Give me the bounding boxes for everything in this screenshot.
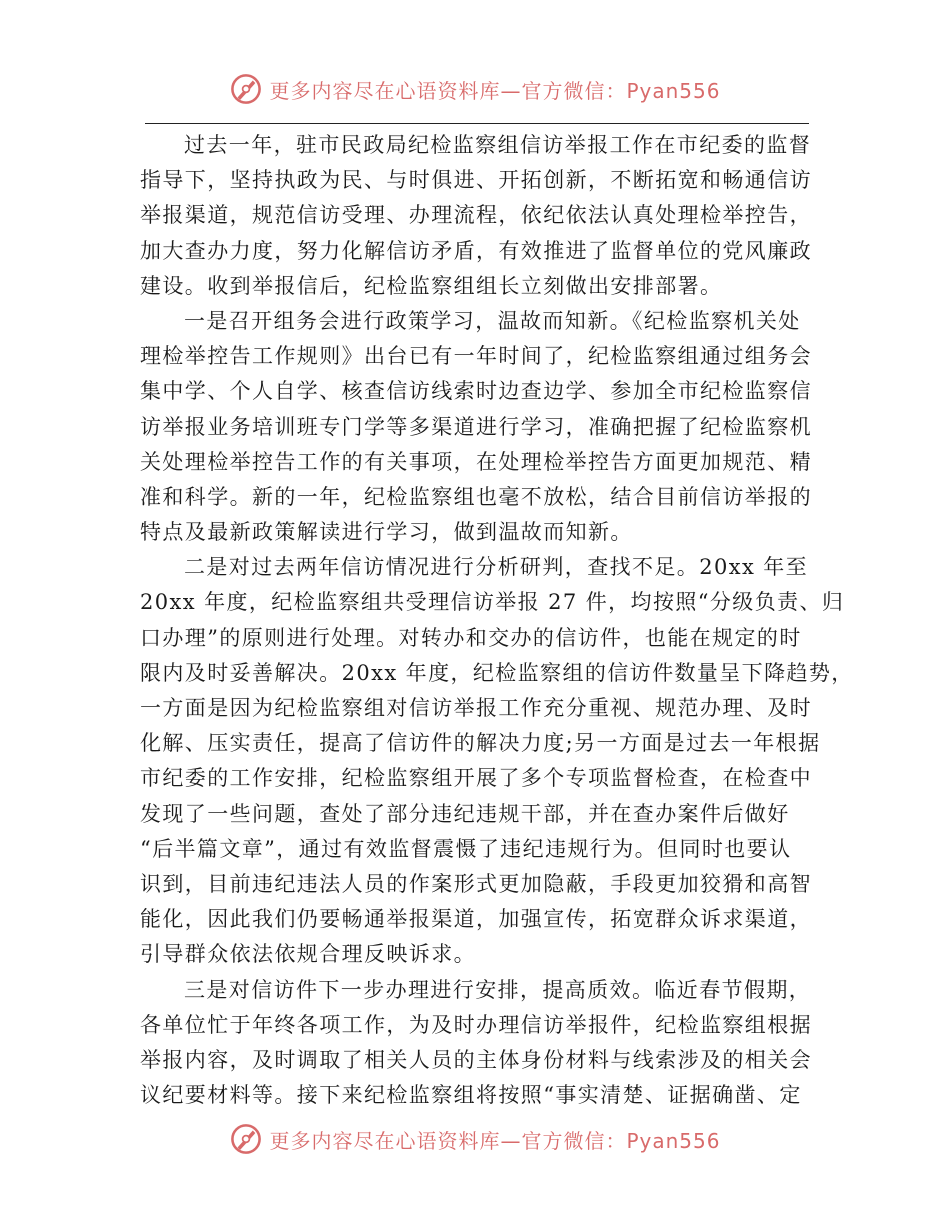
text-line: 发现了一些问题，查处了部分违纪违规干部，并在查办案件后做好 xyxy=(140,801,790,826)
text-line: 三是对信访件下一步办理进行安排，提高质效。临近春节假期， xyxy=(184,977,812,1002)
text-line: 举报内容，及时调取了相关人员的主体身份材料与线索涉及的相关会 xyxy=(140,1047,812,1072)
text-line: 各单位忙于年终各项工作，为及时办理信访举报件，纪检监察组根据 xyxy=(140,1012,812,1037)
header-watermark-text: 更多内容尽在心语资料库—官方微信：Pyan556 xyxy=(269,78,721,103)
text-line: 限内及时妥善解决。20xx 年度，纪检监察组的信访件数量呈下降趋势， xyxy=(140,660,854,685)
text-line: 识到，目前违纪违法人员的作案形式更加隐蔽，手段更加狡猾和高智 xyxy=(140,871,812,896)
pen-circle-logo-icon xyxy=(229,72,263,106)
pen-circle-logo-icon xyxy=(229,1122,263,1156)
paragraph-1 xyxy=(140,128,812,304)
text-line: 过去一年，驻市民政局纪检监察组信访举报工作在市纪委的监督 xyxy=(184,133,812,157)
paragraph-2 xyxy=(140,304,812,550)
text-line: 二是对过去两年信访情况进行分析研判，查找不足。20xx 年至 xyxy=(184,555,809,580)
text-line: 20xx 年度，纪检监察组共受理信访举报 27 件，均按照“分级负责、归 xyxy=(140,590,845,615)
text-line: 准和科学。新的一年，纪检监察组也毫不放松，结合目前信访举报的 xyxy=(140,484,812,509)
document-body xyxy=(140,128,854,1113)
text-line: 理检举控告工作规则》出台已有一年时间了，纪检监察组通过组务会 xyxy=(140,344,812,369)
text-line: 能化，因此我们仍要畅通举报渠道，加强宣传，拓宽群众诉求渠道， xyxy=(140,907,812,932)
text-line: “后半篇文章”，通过有效监督震慑了违纪违规行为。但同时也要认 xyxy=(140,836,792,861)
text-line: 访举报业务培训班专门学等多渠道进行学习，准确把握了纪检监察机 xyxy=(140,414,812,439)
text-line: 特点及最新政策解读进行学习，做到温故而知新。 xyxy=(140,520,633,545)
text-line: 建设。收到举报信后，纪检监察组组长立刻做出安排部署。 xyxy=(140,273,723,298)
text-line: 一方面是因为纪检监察组对信访举报工作充分重视、规范办理、及时 xyxy=(140,696,812,720)
text-line: 指导下，坚持执政为民、与时俱进、开拓创新，不断拓宽和畅通信访 xyxy=(140,168,812,193)
text-line: 口办理”的原则进行处理。对转办和交办的信访件，也能在规定的时 xyxy=(140,625,802,650)
text-line: 集中学、个人自学、核查信访线索时边查边学、参加全市纪检监察信 xyxy=(140,379,812,404)
header-rule xyxy=(145,123,809,124)
paragraph-4 xyxy=(140,973,812,1114)
footer-watermark-text: 更多内容尽在心语资料库—官方微信：Pyan556 xyxy=(269,1128,721,1153)
footer-watermark xyxy=(0,1122,950,1156)
paragraph-3 xyxy=(140,550,854,972)
text-line: 加大查办力度，努力化解信访矛盾，有效推进了监督单位的党风廉政 xyxy=(140,238,812,263)
text-line: 市纪委的工作安排，纪检监察组开展了多个专项监督检查，在检查中 xyxy=(140,766,812,791)
text-line: 关处理检举控告工作的有关事项，在处理检举控告方面更加规范、精 xyxy=(140,449,812,474)
header-watermark xyxy=(0,72,950,106)
text-line: 化解、压实责任，提高了信访件的解决力度;另一方面是过去一年根据 xyxy=(140,731,821,756)
text-line: 一是召开组务会进行政策学习，温故而知新。《纪检监察机关处 xyxy=(184,308,801,333)
text-line: 引导群众依法依规合理反映诉求。 xyxy=(140,942,476,967)
text-line: 议纪要材料等。接下来纪检监察组将按照“事实清楚、证据确凿、定 xyxy=(140,1083,802,1108)
text-line: 举报渠道，规范信访受理、办理流程，依纪依法认真处理检举控告， xyxy=(140,203,812,228)
